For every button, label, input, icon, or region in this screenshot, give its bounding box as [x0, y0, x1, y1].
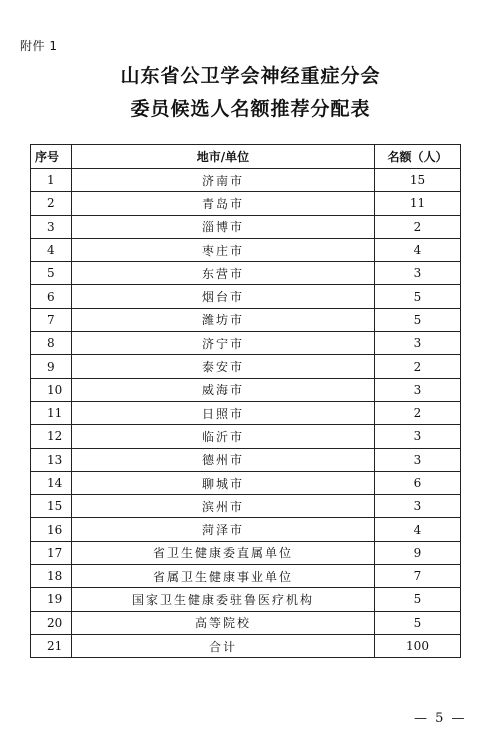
row-quota: 9 [375, 541, 461, 564]
row-region-unit: 德州市 [72, 448, 375, 471]
table-row [31, 308, 461, 331]
row-region-unit: 淄博市 [72, 215, 375, 238]
header-quota: 名额（人） [375, 145, 461, 169]
table-row [31, 425, 461, 448]
table-header [31, 145, 461, 169]
row-quota: 3 [375, 448, 461, 471]
header-index: 序号 [31, 145, 72, 169]
row-region-unit: 滨州市 [72, 495, 375, 518]
table-row [31, 285, 461, 308]
row-region-unit: 东营市 [72, 262, 375, 285]
quota-allocation-table [30, 144, 461, 658]
row-index: 9 [31, 355, 72, 378]
table-row [31, 355, 461, 378]
table-row [31, 588, 461, 611]
row-quota: 3 [375, 332, 461, 355]
table-row [31, 215, 461, 238]
table-row [31, 541, 461, 564]
row-region-unit: 泰安市 [72, 355, 375, 378]
row-region-unit: 枣庄市 [72, 238, 375, 261]
row-region-unit: 省属卫生健康事业单位 [72, 565, 375, 588]
row-index: 6 [31, 285, 72, 308]
attachment-label: 附件 1 [20, 39, 58, 53]
row-quota: 4 [375, 518, 461, 541]
row-index: 8 [31, 332, 72, 355]
row-region-unit: 国家卫生健康委驻鲁医疗机构 [72, 588, 375, 611]
table-row [31, 518, 461, 541]
row-index: 3 [31, 215, 72, 238]
row-quota: 15 [375, 169, 461, 192]
row-quota: 3 [375, 425, 461, 448]
row-region-unit: 合计 [72, 634, 375, 657]
row-index: 17 [31, 541, 72, 564]
row-index: 2 [31, 192, 72, 215]
row-quota: 7 [375, 565, 461, 588]
row-quota: 100 [375, 634, 461, 657]
table-row [31, 192, 461, 215]
row-index: 7 [31, 308, 72, 331]
row-region-unit: 济南市 [72, 169, 375, 192]
row-region-unit: 威海市 [72, 378, 375, 401]
page-number: — 5 — [414, 711, 467, 726]
row-index: 14 [31, 471, 72, 494]
document-title-line-1: 山东省公卫学会神经重症分会 [120, 65, 381, 87]
row-quota: 3 [375, 378, 461, 401]
row-region-unit: 高等院校 [72, 611, 375, 634]
row-region-unit: 烟台市 [72, 285, 375, 308]
table-row [31, 332, 461, 355]
row-quota: 5 [375, 308, 461, 331]
row-quota: 11 [375, 192, 461, 215]
row-quota: 2 [375, 355, 461, 378]
table-row [31, 378, 461, 401]
row-quota: 2 [375, 215, 461, 238]
row-index: 1 [31, 169, 72, 192]
row-index: 16 [31, 518, 72, 541]
row-index: 13 [31, 448, 72, 471]
row-index: 5 [31, 262, 72, 285]
row-region-unit: 菏泽市 [72, 518, 375, 541]
row-index: 15 [31, 495, 72, 518]
row-quota: 4 [375, 238, 461, 261]
row-region-unit: 省卫生健康委直属单位 [72, 541, 375, 564]
table-row [31, 401, 461, 424]
row-region-unit: 临沂市 [72, 425, 375, 448]
row-quota: 3 [375, 495, 461, 518]
row-quota: 2 [375, 401, 461, 424]
table-row [31, 565, 461, 588]
row-quota: 5 [375, 588, 461, 611]
row-quota: 5 [375, 285, 461, 308]
row-index: 19 [31, 588, 72, 611]
row-index: 21 [31, 634, 72, 657]
row-region-unit: 潍坊市 [72, 308, 375, 331]
table-row [31, 495, 461, 518]
row-region-unit: 青岛市 [72, 192, 375, 215]
table-row [31, 634, 461, 657]
row-region-unit: 日照市 [72, 401, 375, 424]
table-row [31, 262, 461, 285]
document-title-line-2: 委员候选人名额推荐分配表 [130, 98, 371, 120]
table-row [31, 448, 461, 471]
row-region-unit: 聊城市 [72, 471, 375, 494]
row-index: 12 [31, 425, 72, 448]
table-row [31, 238, 461, 261]
table-row [31, 169, 461, 192]
row-index: 11 [31, 401, 72, 424]
row-index: 4 [31, 238, 72, 261]
row-quota: 6 [375, 471, 461, 494]
header-region-unit: 地市/单位 [72, 145, 375, 169]
row-index: 10 [31, 378, 72, 401]
row-quota: 5 [375, 611, 461, 634]
row-index: 20 [31, 611, 72, 634]
table-row [31, 471, 461, 494]
row-region-unit: 济宁市 [72, 332, 375, 355]
table-header-row [31, 145, 461, 169]
table-body [31, 169, 461, 658]
row-index: 18 [31, 565, 72, 588]
row-quota: 3 [375, 262, 461, 285]
table-row [31, 611, 461, 634]
